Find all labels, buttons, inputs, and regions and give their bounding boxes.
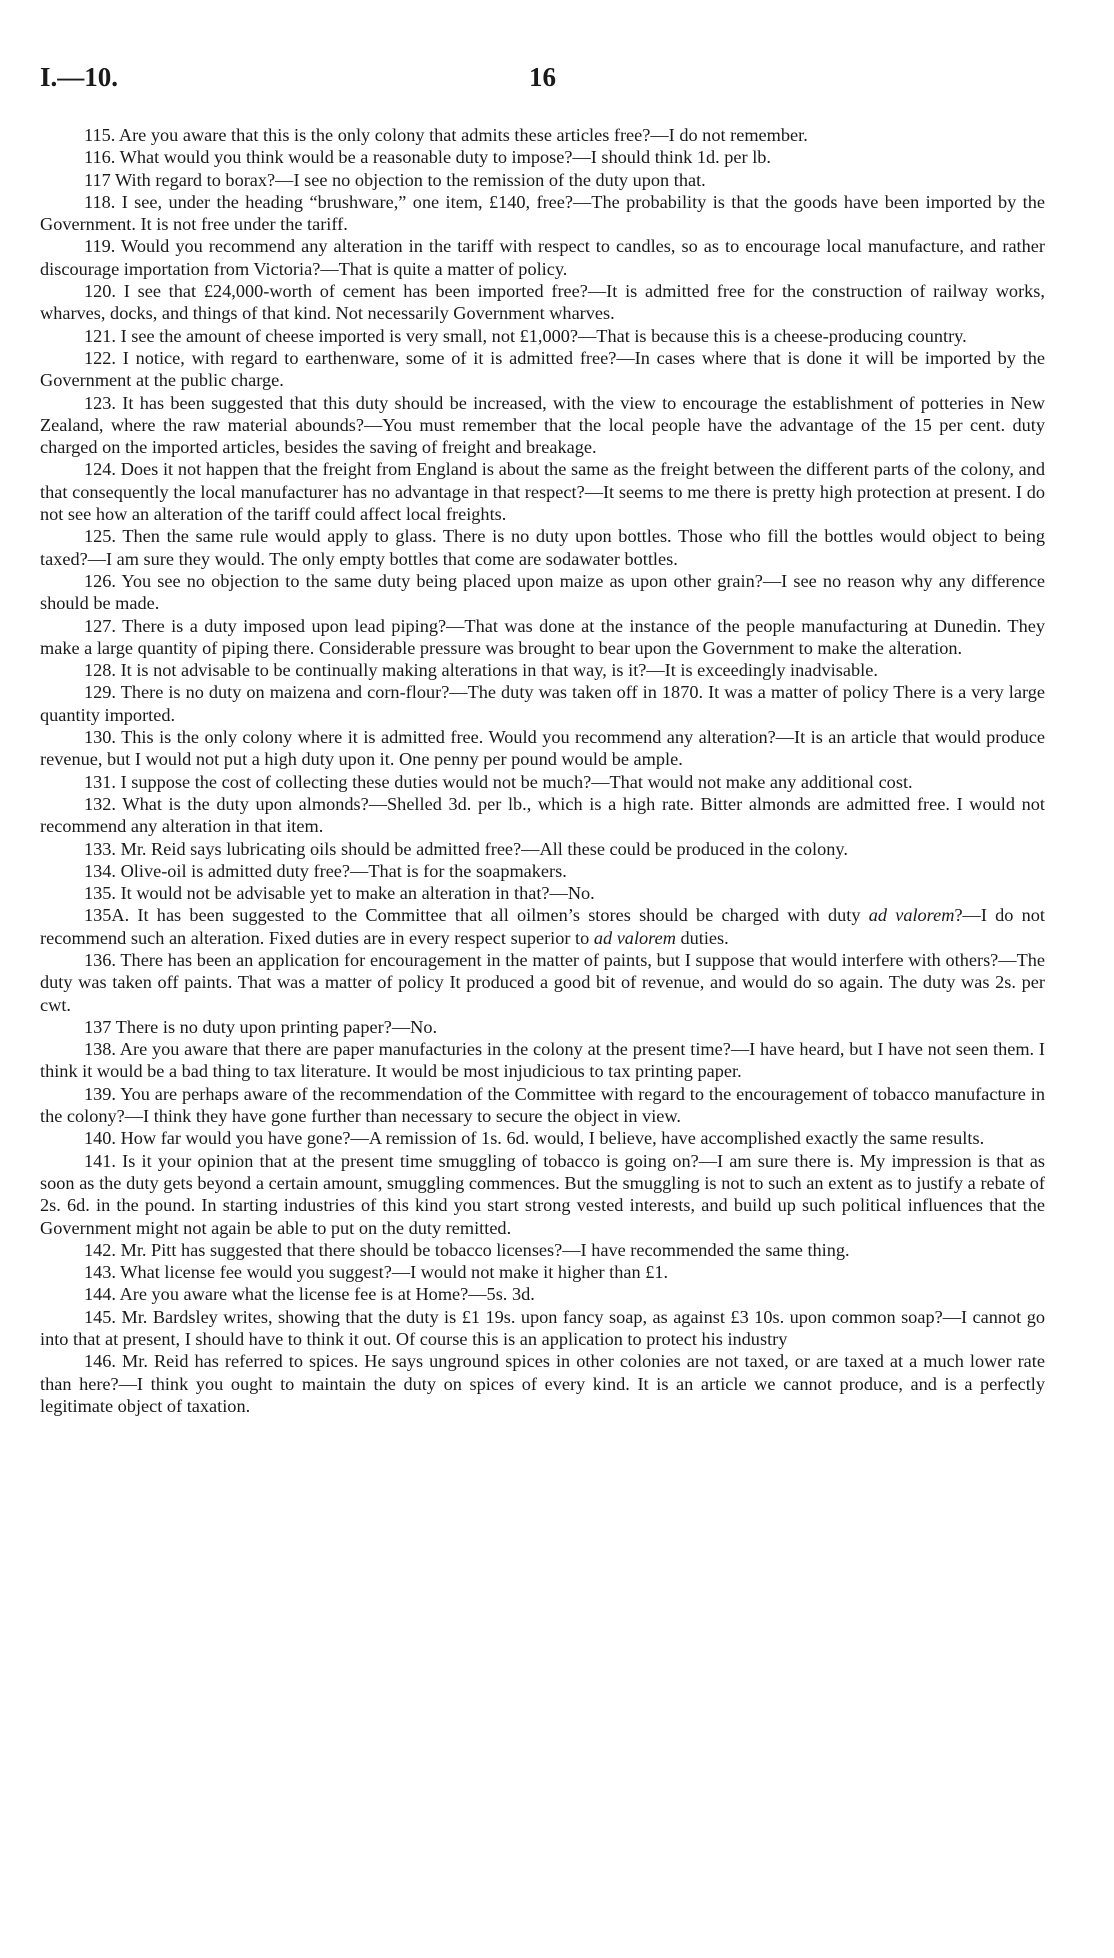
- question-126: [40, 570, 1045, 615]
- question-text: I suppose the cost of collecting these duties would not be much?—That would not make any additional cost.: [120, 771, 913, 792]
- question-128: [40, 659, 1045, 681]
- question-text: There is a duty imposed upon lead piping?—That was done at the instance of the people manufacturing at Dunedin. They make a large quantity of piping there. Considerable pressure was brought to bear upon the Government to make the alteration.: [40, 615, 1045, 658]
- question-number: 138.: [84, 1039, 116, 1060]
- question-number: 115.: [84, 125, 116, 145]
- question-118: [40, 191, 1045, 236]
- question-146: [40, 1350, 1045, 1417]
- question-124: [40, 458, 1045, 525]
- question-number: 127.: [84, 615, 116, 636]
- page-id: I.—10.: [40, 62, 119, 92]
- question-123: [40, 392, 1045, 459]
- question-number: 121.: [84, 325, 116, 346]
- question-text: I see, under the heading “brushware,” one item, £140, free?—The probability is that the goods have been imported by the Government. It is not free under the tariff.: [40, 191, 1046, 235]
- question-number: 117: [84, 169, 111, 190]
- italic-phrase: ad valorem: [593, 927, 676, 948]
- question-139: [40, 1083, 1045, 1128]
- question-number: 126.: [84, 570, 116, 591]
- question-number: 136.: [84, 949, 116, 970]
- question-number: 142.: [84, 1239, 116, 1260]
- question-text: Mr. Pitt has suggested that there should be tobacco licenses?—I have recommended the same thing.: [120, 1239, 850, 1260]
- question-number: 143.: [84, 1262, 116, 1283]
- question-number: 131.: [84, 771, 116, 792]
- question-144: [40, 1283, 1045, 1305]
- question-text: You see no objection to the same duty being placed upon maize as upon other grain?—I see no reason why any difference should be made.: [40, 570, 1045, 614]
- document-body: [40, 124, 1045, 1417]
- question-number: 135.: [84, 883, 116, 904]
- question-text: Mr. Reid says lubricating oils should be admitted free?—All these could be produced in the colony.: [120, 838, 848, 859]
- question-number: 144.: [84, 1284, 116, 1305]
- question-number: 141.: [84, 1150, 116, 1171]
- question-text: There is no duty upon printing paper?—No.: [115, 1016, 438, 1037]
- question-text: How far would you have gone?—A remission of 1s. 6d. would, I believe, have accomplished exactly the same results.: [120, 1128, 985, 1149]
- question-text: Are you aware what the license fee is at Home?—5s. 3d.: [119, 1284, 535, 1305]
- question-number: 124.: [84, 459, 116, 480]
- question-number: 146.: [84, 1351, 116, 1372]
- question-145: [40, 1306, 1045, 1351]
- question-122: [40, 347, 1045, 392]
- question-text: Does it not happen that the freight from England is about the same as the freight between the different parts of the colony, and that consequently the local manufacturer has no advantage in that respect?—It seems to me there is pretty high protection at present. I do not see how an alteration of the tariff could affect local freights.: [40, 459, 1045, 525]
- question-number: 130.: [84, 727, 116, 748]
- question-135a: [40, 904, 1045, 949]
- question-text: What license fee would you suggest?—I would not make it higher than £1.: [120, 1262, 669, 1283]
- question-number: 134.: [84, 860, 116, 881]
- question-135: [40, 882, 1045, 904]
- question-number: 119.: [84, 236, 116, 257]
- question-115: [40, 124, 1045, 146]
- question-125: [40, 525, 1045, 570]
- question-text-part: It has been suggested to the Committee that all oilmen’s stores should be charged with duty: [137, 905, 869, 926]
- question-141: [40, 1150, 1045, 1239]
- question-132: [40, 793, 1045, 838]
- question-number: 139.: [84, 1083, 116, 1104]
- question-text: Mr. Bardsley writes, showing that the duty is £1 19s. upon fancy soap, as against £3 10s. upon common soap?—I cannot go into that at present, I should have to think it out. Of course this is an application to protect his industry: [40, 1306, 1045, 1350]
- question-129: [40, 681, 1045, 726]
- question-116: [40, 146, 1045, 168]
- question-133: [40, 838, 1045, 860]
- question-121: [40, 325, 1045, 347]
- question-text: I see the amount of cheese imported is very small, not £1,000?—That is because this is a cheese-producing country.: [120, 325, 967, 346]
- question-number: 125.: [84, 526, 116, 547]
- question-text: Then the same rule would apply to glass. There is no duty upon bottles. Those who fill the bottles would object to being taxed?—I am sure they would. The only empty bottles that come are sodawater bottles.: [40, 526, 1046, 569]
- question-text: It would not be advisable yet to make an alteration in that?—No.: [120, 883, 595, 904]
- question-number: 118.: [84, 191, 116, 212]
- question-number: 122.: [84, 347, 116, 368]
- question-134: [40, 860, 1045, 882]
- question-number: 123.: [84, 392, 116, 413]
- page-number: 16: [529, 62, 556, 92]
- question-text: Is it your opinion that at the present time smuggling of tobacco is going on?—I am sure there is. My impression is that as soon as the duty gets beyond a certain amount, smuggling commences. But the smuggling is not to such an extent as to justify a rebate of 2s. 6d. in the pound. In starting industries of this kind you start strong vested interests, and build up such political influences that the Government might not again be able to put on the duty remitted.: [40, 1150, 1045, 1238]
- question-143: [40, 1261, 1045, 1283]
- question-number: 140.: [84, 1128, 116, 1149]
- question-number: 129.: [84, 682, 116, 703]
- question-119: [40, 235, 1045, 280]
- question-131: [40, 771, 1045, 793]
- question-text: Would you recommend any alteration in the tariff with respect to candles, so as to encourage local manufacture, and rather discourage importation from Victoria?—That is quite a matter of policy.: [40, 236, 1045, 279]
- question-text: It has been suggested that this duty should be increased, with the view to encourage the establishment of potteries in New Zealand, where the raw material abounds?—You must remember that the local people have the advantage of the 15 per cent. duty charged on the imported articles, besides the saving of freight and breakage.: [40, 392, 1045, 458]
- question-text: I see that £24,000-worth of cement has been imported free?—It is admitted free for the construction of railway works, wharves, docks, and things of that kind. Not necessarily Government wharves.: [40, 281, 1045, 324]
- question-text: Are you aware that this is the only colony that admits these articles free?—I do not remember.: [118, 125, 808, 145]
- question-number: 137: [84, 1016, 112, 1037]
- question-number: 120.: [84, 281, 116, 302]
- question-127: [40, 615, 1045, 660]
- question-number: 135A.: [84, 905, 130, 926]
- question-text: With regard to borax?—I see no objection to the remission of the duty upon that.: [115, 169, 706, 190]
- question-number: 145.: [84, 1306, 116, 1327]
- question-text-part: duties.: [675, 927, 729, 948]
- question-text: Mr. Reid has referred to spices. He says unground spices in other colonies are not taxed, or are taxed at a much lower rate than here?—I think you ought to maintain the duty on spices of every kind. It is an article we cannot produce, and is a perfectly legitimate object of taxation.: [40, 1351, 1045, 1416]
- question-130: [40, 726, 1045, 771]
- question-text: There has been an application for encouragement in the matter of paints, but I suppose that would interfere with others?—The duty was taken off paints. That was a matter of policy It produced a good bit of revenue, and would do so again. The duty was 2s. per cwt.: [40, 949, 1045, 1015]
- question-text: There is no duty on maizena and corn-flour?—The duty was taken off in 1870. It was a matter of policy There is a very large quantity imported.: [40, 682, 1045, 725]
- question-120: [40, 280, 1045, 325]
- question-117: [40, 169, 1045, 191]
- question-text: Are you aware that there are paper manufacturies in the colony at the present time?—I have heard, but I have not seen them. I think it would be a bad thing to tax literature. It would be most injudicious to tax printing paper.: [40, 1039, 1045, 1082]
- italic-phrase: ad valorem: [868, 905, 955, 926]
- question-number: 132.: [84, 793, 116, 814]
- question-142: [40, 1239, 1045, 1261]
- question-number: 133.: [84, 838, 116, 859]
- question-136: [40, 949, 1045, 1016]
- page-header: [40, 62, 1045, 102]
- question-140: [40, 1127, 1045, 1149]
- question-text-part: ?—I do not recommend such an alteration. Fixed duties are in every respect superior to: [40, 905, 1045, 948]
- question-text: This is the only colony where it is admitted free. Would you recommend any alteration?—It is an article that would produce revenue, but I would not put a high duty upon it. One penny per pound would be ample.: [40, 727, 1045, 770]
- question-text: I notice, with regard to earthenware, some of it is admitted free?—In cases where that is done it will be imported by the Government at the public charge.: [40, 347, 1045, 391]
- question-137: [40, 1016, 1045, 1038]
- question-text: What would you think would be a reasonable duty to impose?—I should think 1d. per lb.: [119, 147, 771, 168]
- question-text: What is the duty upon almonds?—Shelled 3d. per lb., which is a high rate. Bitter almonds are admitted free. I would not recommend any alteration in that item.: [40, 793, 1045, 837]
- question-number: 128.: [84, 660, 116, 681]
- question-text: It is not advisable to be continually making alterations in that way, is it?—It is exceedingly inadvisable.: [120, 660, 878, 681]
- question-number: 116.: [84, 147, 116, 168]
- question-text: You are perhaps aware of the recommendation of the Committee with regard to the encouragement of tobacco manufacture in the colony?—I think they have gone further than necessary to secure the object in view.: [40, 1083, 1045, 1127]
- question-text: Olive-oil is admitted duty free?—That is for the soapmakers.: [120, 860, 567, 881]
- question-138: [40, 1038, 1045, 1083]
